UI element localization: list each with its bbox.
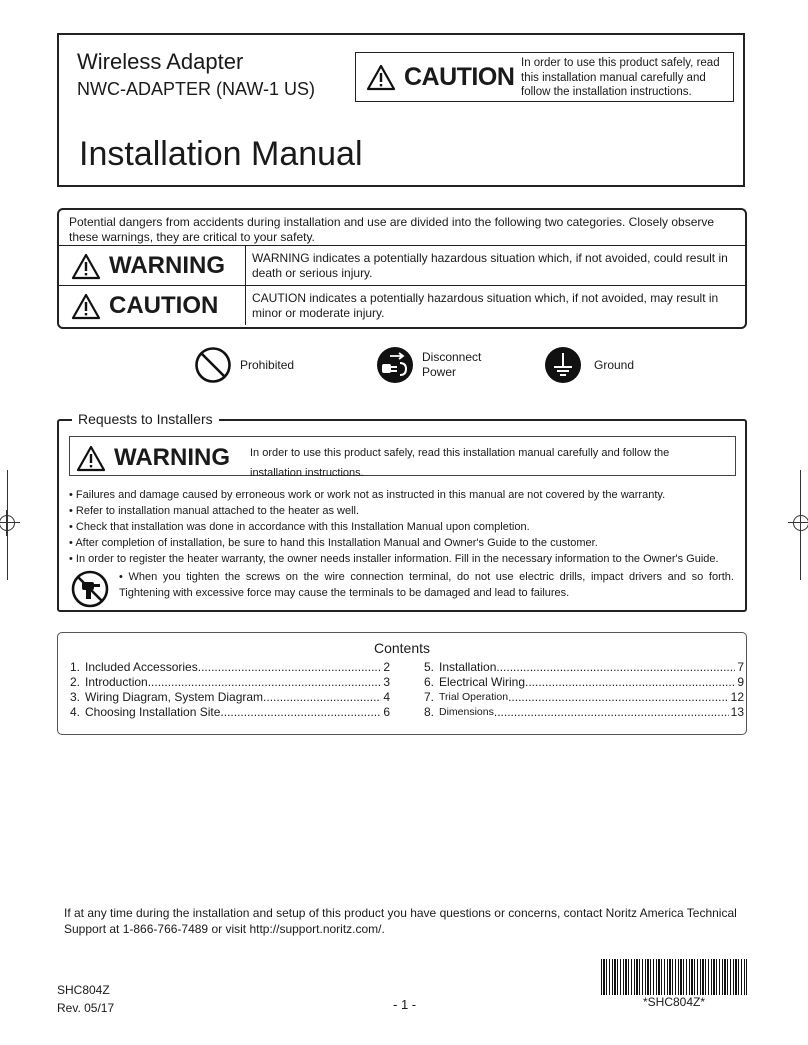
document-code: SHC804Z xyxy=(57,983,110,997)
contents-right-column xyxy=(424,660,744,720)
header-caution-text: In order to use this product safely, read this installation manual carefully and follow the installation instructions. xyxy=(521,57,720,98)
no-power-tools-icon xyxy=(71,570,109,608)
requests-warning-label: WARNING xyxy=(76,444,230,472)
symbol-ground: Ground xyxy=(544,346,634,384)
caution-label: CAUTION xyxy=(71,292,218,320)
requests-list xyxy=(69,487,739,567)
hazard-categories-box xyxy=(57,208,747,329)
caution-definition: CAUTION indicates a potentially hazardous situation which, if not avoided, may result in minor or moderate injury. xyxy=(245,286,745,325)
toc-entry[interactable]: 8. Dimensions ..... 13 xyxy=(424,705,744,720)
toc-entry[interactable]: 5. Installation ..... 7 xyxy=(424,660,744,675)
contents-left-column xyxy=(70,660,390,720)
toc-entry[interactable]: 2. Introduction ..... 3 xyxy=(70,675,390,690)
toc-entry[interactable]: 1. Included Accessories ..... 2 xyxy=(70,660,390,675)
symbol-prohibited: Prohibited xyxy=(194,346,294,384)
barcode xyxy=(601,959,747,995)
page-number: - 1 - xyxy=(393,997,417,1012)
header-caution-box xyxy=(355,52,734,102)
list-item: • Check that installation was done in accordance with this Installation Manual upon completion. xyxy=(69,519,739,535)
list-item: • Failures and damage caused by erroneous work or work not as instructed in this manual are not covered by the warranty. xyxy=(69,487,739,503)
warning-row xyxy=(59,245,745,285)
ground-icon xyxy=(544,346,582,384)
requests-warning-text: In order to use this product safely, read this installation manual carefully and follow the installation instructions. xyxy=(250,447,670,479)
disconnect-power-icon xyxy=(376,346,414,384)
contents-title: Contents xyxy=(373,640,431,656)
warning-triangle-icon xyxy=(76,445,106,472)
model-name: NWC-ADAPTER (NAW-1 US) xyxy=(77,79,315,99)
toc-entry[interactable]: 3. Wiring Diagram, System Diagram ..... 4 xyxy=(70,690,390,705)
product-name: Wireless Adapter xyxy=(77,49,244,74)
toc-entry[interactable]: 7. Trial Operation ..... 12 xyxy=(424,690,744,705)
requests-note: • When you tighten the screws on the wire connection terminal, do not use electric drills, impact drivers and so forth. Tightening with excessive force may cause the terminals to be damaged and lead to failures. xyxy=(119,571,734,599)
warning-label: WARNING xyxy=(71,252,225,280)
header-caution-label: CAUTION xyxy=(366,63,514,92)
symbol-disconnect-power: Disconnect Power xyxy=(376,346,481,384)
toc-entry[interactable]: 6. Electrical Wiring ..... 9 xyxy=(424,675,744,690)
manual-title: Installation Manual xyxy=(79,135,363,173)
requests-box xyxy=(57,411,747,612)
caution-row xyxy=(59,285,745,325)
support-text: If at any time during the installation and setup of this product you have questions or concerns, contact Noritz America Technical Support at 1-866-766-7489 or visit http://support.noritz.com/. xyxy=(64,906,737,936)
hazard-intro: Potential dangers from accidents during installation and use are divided into the following two categories. Closely observe these warnings, they are critical to your safety. xyxy=(69,215,715,244)
contents-box xyxy=(57,632,747,735)
list-item: • After completion of installation, be sure to hand this Installation Manual and Owner's Guide to the customer. xyxy=(69,535,739,551)
warning-definition: WARNING indicates a potentially hazardous situation which, if not avoided, could result in death or serious injury. xyxy=(245,246,745,285)
toc-entry[interactable]: 4. Choosing Installation Site ..... 6 xyxy=(70,705,390,720)
requests-title: Requests to Installers xyxy=(72,411,219,427)
prohibited-icon xyxy=(194,346,232,384)
warning-triangle-icon xyxy=(71,253,101,280)
barcode-text: *SHC804Z* xyxy=(642,995,706,1009)
warning-triangle-icon xyxy=(366,64,396,91)
warning-triangle-icon xyxy=(71,293,101,320)
registration-mark-left xyxy=(0,510,20,536)
list-item: • Refer to installation manual attached to the heater as well. xyxy=(69,503,739,519)
header-box xyxy=(57,33,745,187)
revision: Rev. 05/17 xyxy=(57,1001,115,1015)
requests-warning-box xyxy=(69,436,736,479)
list-item: • In order to register the heater warranty, the owner needs installer information. Fill in the necessary information to the Owner's Guide. xyxy=(69,551,739,567)
registration-mark-right xyxy=(788,510,808,536)
